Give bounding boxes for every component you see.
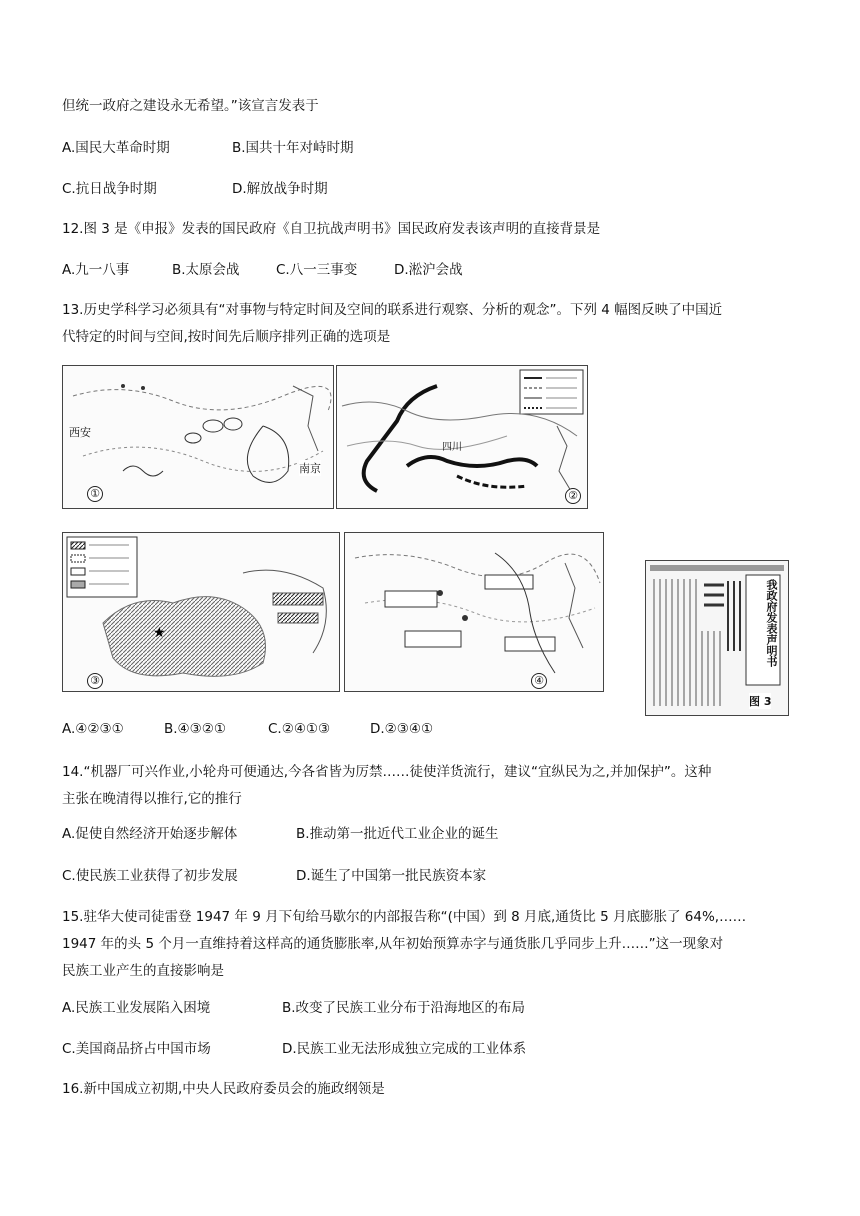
q14-option-d[interactable]: D.诞生了中国第一批民族资本家 xyxy=(296,868,487,884)
q11-option-a[interactable]: A.国民大革命时期 xyxy=(62,140,170,156)
q13-stem-line2: 代特定的时间与空间,按时间先后顺序排列正确的选项是 xyxy=(62,329,391,345)
q15-option-d[interactable]: D.民族工业无法形成独立完成的工业体系 xyxy=(282,1041,527,1057)
map-figure-4 xyxy=(344,532,604,692)
q14-option-a[interactable]: A.促使自然经济开始逐步解体 xyxy=(62,826,238,842)
q14-option-b[interactable]: B.推动第一批近代工业企业的诞生 xyxy=(296,826,499,842)
map-4-number: ④ xyxy=(531,673,547,689)
q14-option-c[interactable]: C.使民族工业获得了初步发展 xyxy=(62,868,238,884)
q15-option-c[interactable]: C.美国商品挤占中国市场 xyxy=(62,1041,211,1057)
q15-option-a[interactable]: A.民族工业发展陷入困境 xyxy=(62,1000,211,1016)
map-1-number: ① xyxy=(87,486,103,502)
q12-option-b[interactable]: B.太原会战 xyxy=(172,262,240,278)
q12-stem: 12.图 3 是《申报》发表的国民政府《自卫抗战声明书》国民政府发表该声明的直接背景是 xyxy=(62,221,601,237)
map-2-label-sichuan: 四川 xyxy=(442,442,462,453)
q11-option-b[interactable]: B.国共十年对峙时期 xyxy=(232,140,354,156)
q13-stem-line1: 13.历史学科学习必须具有“对事物与特定时间及空间的联系进行观察、分析的观念”。下列 4 幅图反映了中国近 xyxy=(62,302,723,318)
q11-option-d[interactable]: D.解放战争时期 xyxy=(232,181,328,197)
newspaper-figure-3 xyxy=(645,560,789,716)
map-1-label-xian: 西安 xyxy=(69,426,91,439)
q13-option-a[interactable]: A.④②③① xyxy=(62,721,124,737)
q11-stem-end: 但统一政府之建设永无希望。”该宣言发表于 xyxy=(62,98,319,114)
q13-option-b[interactable]: B.④③②① xyxy=(164,721,226,737)
q13-option-c[interactable]: C.②④①③ xyxy=(268,721,331,737)
figure-3-label: 图 3 xyxy=(749,695,772,708)
svg-text:★: ★ xyxy=(153,625,166,641)
map-2-drawing xyxy=(337,366,587,508)
q12-option-d[interactable]: D.淞沪会战 xyxy=(394,262,463,278)
q16-stem: 16.新中国成立初期,中央人民政府委员会的施政纲领是 xyxy=(62,1081,385,1097)
q13-option-d[interactable]: D.②③④① xyxy=(370,721,434,737)
q12-option-c[interactable]: C.八一三事变 xyxy=(276,262,358,278)
map-2-number: ② xyxy=(565,488,581,504)
map-1-label-nanjing: 南京 xyxy=(299,462,321,475)
q14-stem-line2: 主张在晚清得以推行,它的推行 xyxy=(62,791,242,807)
newspaper-headline: 我政府发表声明书 xyxy=(765,579,778,667)
map-4-drawing xyxy=(345,533,603,691)
map-3-number: ③ xyxy=(87,673,103,689)
q11-option-c[interactable]: C.抗日战争时期 xyxy=(62,181,157,197)
q15-option-b[interactable]: B.改变了民族工业分布于沿海地区的布局 xyxy=(282,1000,526,1016)
map-1-drawing xyxy=(63,366,333,508)
q15-stem-line3: 民族工业产生的直接影响是 xyxy=(62,963,224,979)
q15-stem-line2: 1947 年的头 5 个月一直维持着这样高的通货膨胀率,从年初始预算赤字与通货胀几乎同步上升……”这一现象对 xyxy=(62,936,724,952)
map-figure-2 xyxy=(336,365,588,509)
map-3-drawing xyxy=(63,533,339,691)
q12-option-a[interactable]: A.九一八事 xyxy=(62,262,130,278)
map-figure-1 xyxy=(62,365,334,509)
q14-stem-line1: 14.“机器厂可兴作业,小轮舟可便通达,今各省皆为厉禁……徒使洋货流行，建议“宜纵民为之,并加保护”。这种 xyxy=(62,764,712,780)
q15-stem-line1: 15.驻华大使司徒雷登 1947 年 9 月下旬给马歇尔的内部报告称“(中国）到 8 月底,通货比 5 月底膨胀了 64%,…… xyxy=(62,909,747,925)
map-figure-3 xyxy=(62,532,340,692)
